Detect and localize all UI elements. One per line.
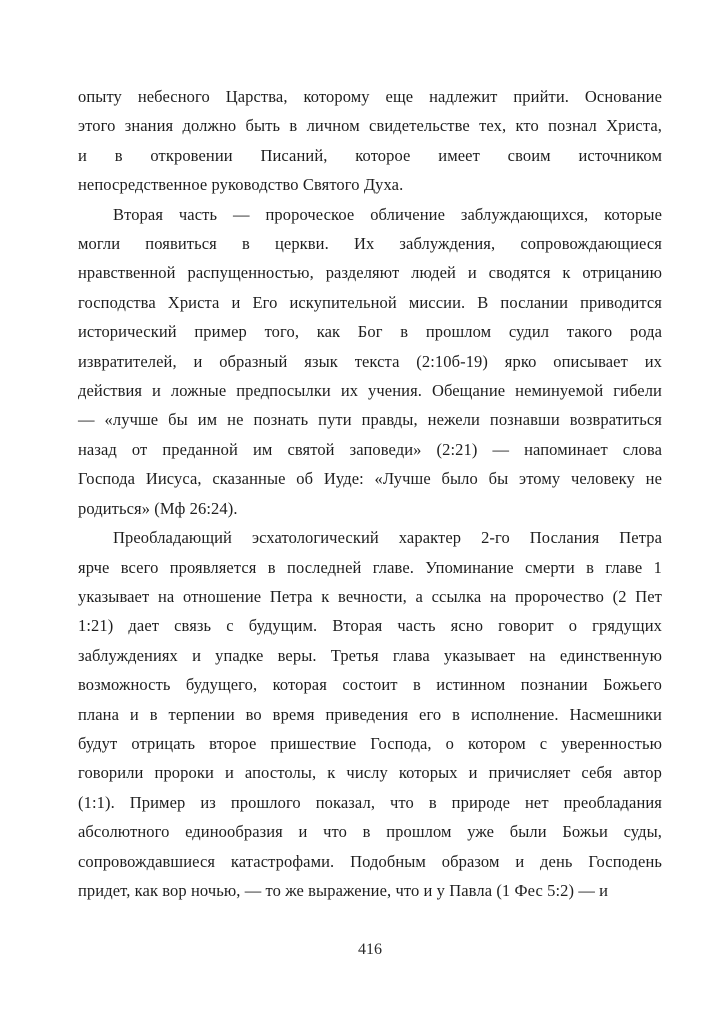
- text-line: этого знания должно быть в личном свидетельстве тех, кто познал Христа,: [78, 116, 662, 136]
- text-line: непосредственное руководство Святого Духа.: [78, 175, 404, 195]
- text-line: действия и ложные предпосылки их учения. Обещание неминуемой гибели: [78, 381, 662, 401]
- text-line: сопровождавшиеся катастрофами. Подобным образом и день Господень: [78, 851, 662, 871]
- text-line: указывает на отношение Петра к вечности, а ссылка на пророчество (2 Пет: [78, 586, 662, 606]
- text-line: нравственной распущенностью, разделяют людей и сводятся к отрицанию: [78, 263, 662, 283]
- paragraph: [78, 523, 662, 905]
- text-line: опыту небесного Царства, которому еще надлежит прийти. Основание: [78, 87, 662, 106]
- text-line: родиться» (Мф 26:24).: [78, 498, 238, 518]
- text-line: назад от преданной им святой заповеди» (2:21) — напоминает слова: [78, 439, 662, 459]
- text-line: говорили пророки и апостолы, к числу которых и причисляет себя автор: [78, 763, 662, 783]
- text-line: могли появиться в церкви. Их заблуждения, сопровождающиеся: [78, 234, 662, 254]
- text-line: Господа Иисуса, сказанные об Иуде: «Лучше было бы этому человеку не: [78, 469, 662, 489]
- text-line: будут отрицать второе пришествие Господа, о котором с уверенностью: [78, 733, 662, 753]
- paragraph: [78, 82, 662, 200]
- text-line: 1:21) дает связь с будущим. Вторая часть ясно говорит о грядущих: [78, 616, 662, 636]
- text-line: исторический пример того, как Бог в прошлом судил такого рода: [78, 322, 662, 342]
- text-line: возможность будущего, которая состоит в истинном познании Божьего: [78, 675, 662, 695]
- text-line: извратителей, и образный язык текста (2:10б-19) ярко описывает их: [78, 351, 662, 371]
- text-line: господства Христа и Его искупительной миссии. В послании приводится: [78, 292, 662, 312]
- text-line: Преобладающий эсхатологический характер 2-го Послания Петра: [113, 528, 662, 548]
- text-line: абсолютного единообразия и что в прошлом уже были Божьи суды,: [78, 822, 662, 842]
- text-line: и в откровении Писаний, которое имеет своим источником: [78, 145, 662, 165]
- text-line: Вторая часть — пророческое обличение заблуждающихся, которые: [113, 204, 662, 224]
- text-line: придет, как вор ночью, — то же выражение, что и у Павла (1 Фес 5:2) — и: [78, 880, 609, 900]
- page-number: 416: [358, 941, 382, 958]
- page-body: [78, 82, 662, 905]
- paragraph: [78, 200, 662, 523]
- text-line: ярче всего проявляется в последней главе. Упоминание смерти в главе 1: [78, 557, 662, 577]
- text-line: — «лучше бы им не познать пути правды, нежели познавши возвратиться: [78, 410, 662, 430]
- text-line: плана и в терпении во время приведения его в исполнение. Насмешники: [78, 704, 662, 724]
- text-line: заблуждениях и упадке веры. Третья глава указывает на единственную: [78, 645, 662, 665]
- text-line: (1:1). Пример из прошлого показал, что в природе нет преобладания: [78, 792, 662, 812]
